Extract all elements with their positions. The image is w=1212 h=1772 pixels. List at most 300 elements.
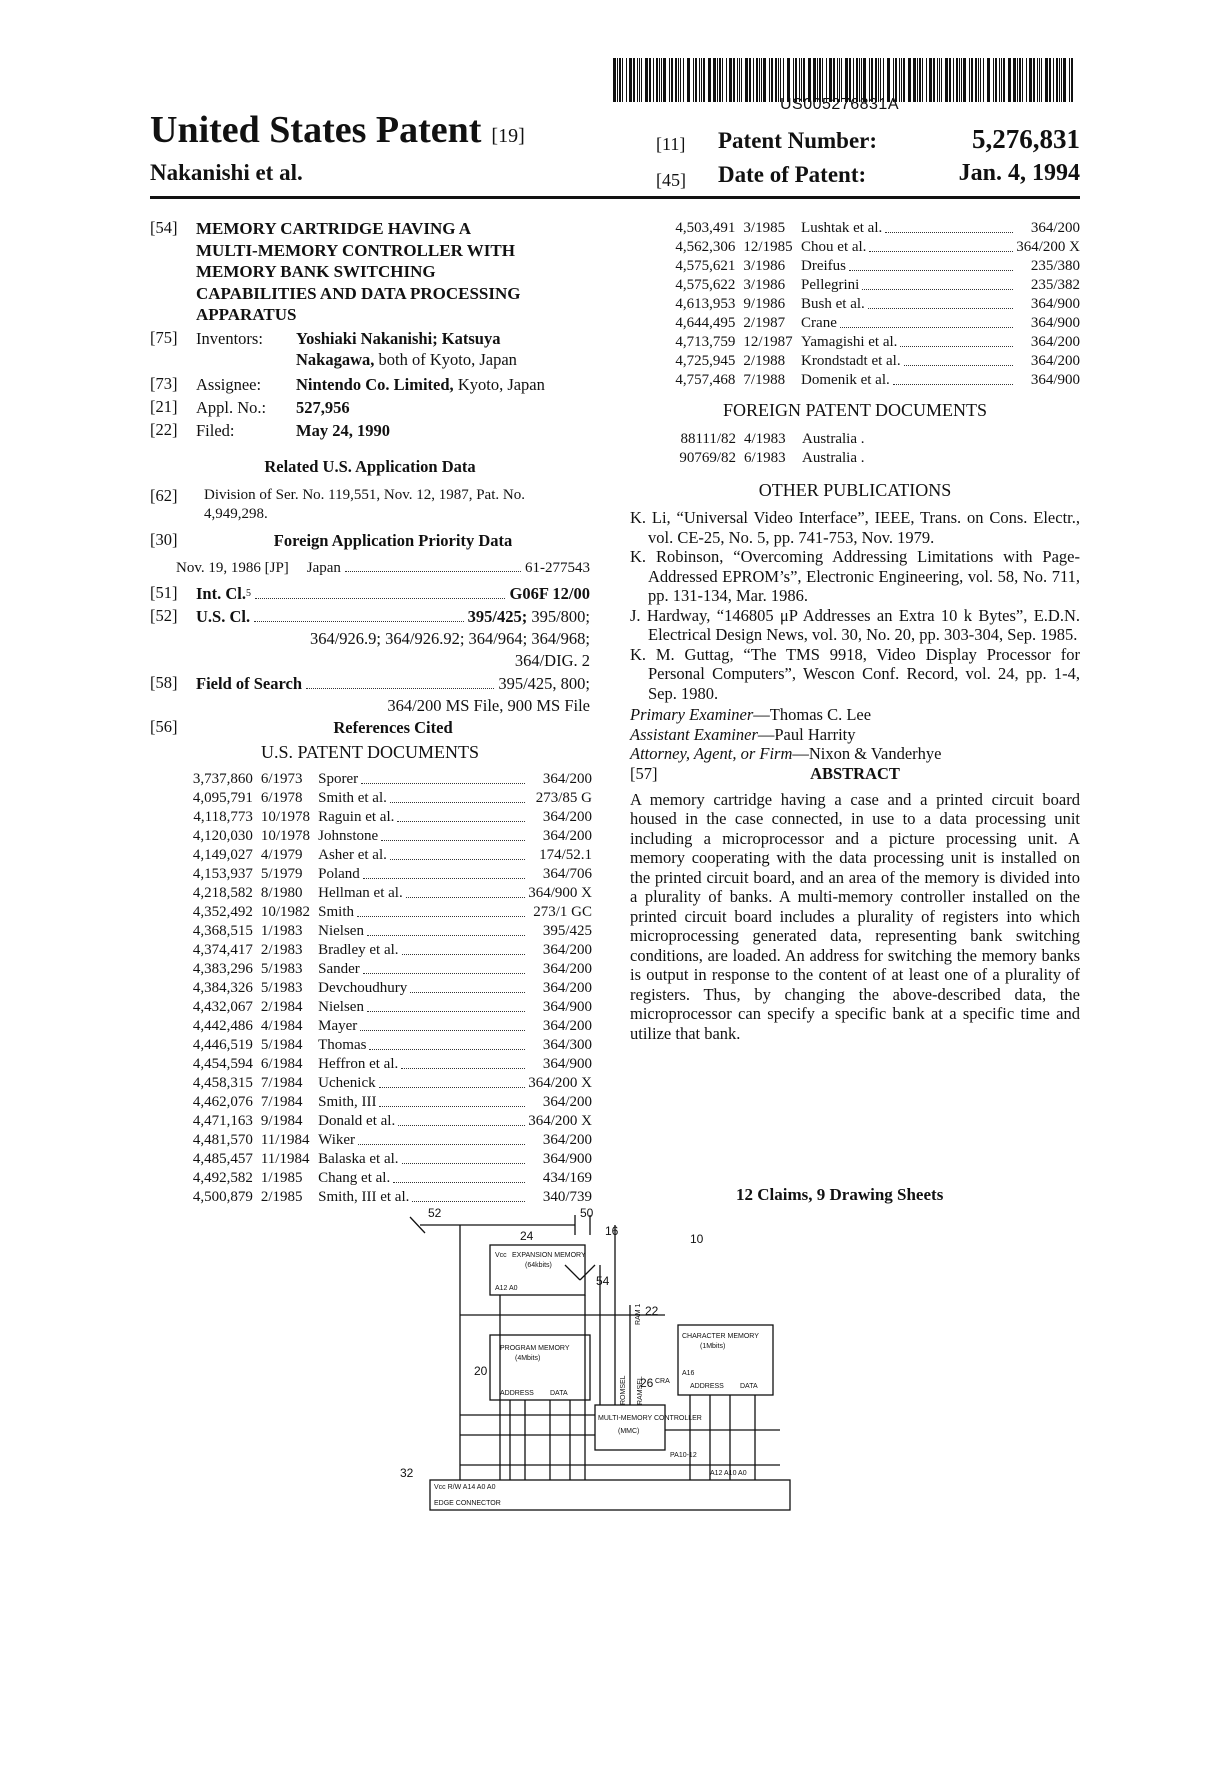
barcode-bar <box>733 58 735 102</box>
reference-name <box>318 1131 528 1150</box>
reference-class: 364/900 <box>542 1056 592 1072</box>
barcode-bar <box>1026 58 1027 102</box>
dot-leader <box>885 219 1013 233</box>
reference-name-text: Thomas <box>318 1037 367 1053</box>
dot-leader <box>401 1055 525 1069</box>
reference-row <box>180 1169 592 1188</box>
abstract-heading-row <box>630 764 1080 786</box>
reference-name-wrap <box>318 808 528 827</box>
reference-num: 4,613,953 <box>675 296 736 312</box>
assignee-label: Assignee: <box>196 375 262 394</box>
attorney <box>630 744 1080 764</box>
dot-leader <box>361 770 525 784</box>
reference-date: 12/1987 <box>743 334 793 350</box>
dot-leader <box>397 808 525 822</box>
reference-name <box>801 295 1016 314</box>
character-memory-label: CHARACTER MEMORY <box>682 1333 759 1340</box>
reference-num: 4,481,570 <box>192 1132 253 1148</box>
division-line1: Division of Ser. No. 119,551, Nov. 12, 1987, Pat. No. <box>204 487 525 503</box>
reference-class: 364/200 X <box>528 1075 592 1091</box>
reference-name-wrap <box>801 276 1016 295</box>
reference-num: 4,458,315 <box>192 1075 253 1091</box>
barcode-bar <box>761 58 762 102</box>
ref-16: 16 <box>605 1224 619 1238</box>
reference-name-text: Krondstadt et al. <box>801 353 901 369</box>
dot-leader <box>402 1150 526 1164</box>
barcode-bar <box>963 58 966 102</box>
reference-date: 3/1986 <box>743 258 786 274</box>
barcode-bar <box>749 58 751 102</box>
reference-num: 4,503,491 <box>675 220 736 236</box>
dot-leader <box>358 1131 525 1145</box>
dot-leader <box>345 560 521 572</box>
dot-leader <box>381 827 525 841</box>
ref-52: 52 <box>428 1206 442 1220</box>
barcode-bar <box>649 58 651 102</box>
reference-name <box>801 352 1016 371</box>
ref-24: 24 <box>520 1229 534 1243</box>
reference-class: 395/425 <box>542 923 592 939</box>
ref-32: 32 <box>400 1466 414 1480</box>
us-cl-line3: 364/DIG. 2 <box>514 651 590 670</box>
barcode-bar <box>975 58 977 102</box>
reference-row <box>180 827 592 846</box>
a12-a10-label: A12 A10 A0 <box>710 1470 747 1477</box>
barcode-bar <box>739 58 740 102</box>
int-cl-row <box>196 583 590 604</box>
reference-name-text: Nielsen <box>318 999 364 1015</box>
patent-number-label: Patent Number: <box>718 128 878 153</box>
us-cl-value-rest: 395/800; <box>527 607 590 626</box>
reference-name <box>318 979 528 998</box>
a16-label: A16 <box>682 1370 695 1377</box>
reference-name <box>318 770 528 789</box>
barcode-bar <box>961 58 962 102</box>
barcode-bar <box>937 58 938 102</box>
reference-date: 4/1983 <box>744 431 786 447</box>
barcode-bar <box>1056 58 1058 102</box>
barcode-bar <box>701 58 702 102</box>
primary-examiner-label: Primary Examiner <box>630 705 754 724</box>
reference-name-text: Lushtak et al. <box>801 220 883 236</box>
reference-name <box>801 257 1016 276</box>
us-cl-value-bold: 395/425; <box>467 607 528 626</box>
reference-num: 4,120,030 <box>192 828 253 844</box>
reference-name-wrap <box>801 295 1016 314</box>
barcode-bar <box>929 58 932 102</box>
reference-name-text: Asher et al. <box>318 847 387 863</box>
reference-name-text: Crane <box>801 315 837 331</box>
abstract-text: A memory cartridge having a case and a printed circuit board housed in the case connected, in use to a data processing unit including a microprocessor and a picture processing unit. A memory cooperating with the data processing unit is installed on the printed circuit board, and an area of the memory is divided into a plurality of banks. A multi-memory controller installed on the printed circuit board includes a plurality of registers into which microprocessing generated data, representing bank switching conditions, are loaded. An address for switching the memory banks is output in response to the content of at least one of a plurality of registers. Thus, by changing the above-described data, the microprocessor can specify a specific bank at a specific time and utilize that bank. <box>630 789 1080 1043</box>
mmc-abbr: (MMC) <box>618 1428 640 1435</box>
invention-title <box>196 218 521 326</box>
reference-class: 364/200 <box>1030 220 1080 236</box>
barcode-bar <box>956 58 958 102</box>
reference-name <box>318 1017 528 1036</box>
reference-name <box>318 903 528 922</box>
reference-name-wrap <box>801 314 1016 333</box>
reference-date: 2/1988 <box>743 353 786 369</box>
reference-date: 6/1973 <box>260 771 303 787</box>
ref-10: 10 <box>690 1232 704 1246</box>
barcode-bar <box>983 58 984 102</box>
reference-name-wrap <box>318 1131 528 1150</box>
reference-name-wrap <box>801 352 1016 371</box>
reference-date: 5/1979 <box>260 866 303 882</box>
barcode-bar <box>903 58 905 102</box>
title-line: MEMORY BANK SWITCHING <box>196 262 436 281</box>
barcode-bar <box>678 58 679 102</box>
assignee <box>296 374 545 395</box>
reference-date: 5/1983 <box>260 980 303 996</box>
ref-20: 20 <box>474 1364 488 1378</box>
reference-row <box>180 884 592 903</box>
assignee-name: Nintendo Co. Limited, <box>296 375 454 394</box>
barcode-bar <box>693 58 694 102</box>
reference-num: 90769/82 <box>679 450 736 466</box>
reference-row <box>662 219 1080 238</box>
reference-row <box>180 1093 592 1112</box>
appl-no: 527,956 <box>296 398 350 417</box>
foreign-references-table <box>662 430 864 468</box>
dot-leader <box>393 1169 525 1183</box>
reference-name-wrap <box>318 1036 528 1055</box>
expansion-size: (64kbits) <box>525 1262 552 1269</box>
barcode-bar <box>1001 58 1002 102</box>
reference-num: 4,725,945 <box>675 353 736 369</box>
barcode-bar <box>717 58 718 102</box>
reference-row <box>662 333 1080 352</box>
barcode-bar <box>737 58 738 102</box>
reference-row <box>662 257 1080 276</box>
reference-row <box>180 1131 592 1150</box>
field-code-57: [57] <box>630 763 658 783</box>
reference-name-text: Raguin et al. <box>318 809 395 825</box>
reference-num: 4,462,076 <box>192 1094 253 1110</box>
barcode-bar <box>1033 58 1035 102</box>
reference-name-wrap <box>318 1074 528 1093</box>
barcode-bar <box>683 58 684 102</box>
reference-country: Australia . <box>802 450 865 466</box>
claims-summary: 12 Claims, 9 Drawing Sheets <box>736 1185 944 1204</box>
priority-row <box>176 560 590 577</box>
division-note <box>204 486 525 524</box>
barcode-bar <box>1037 58 1038 102</box>
dot-leader <box>406 884 526 898</box>
barcode-bar <box>1017 58 1018 102</box>
reference-row <box>180 808 592 827</box>
reference-class: 174/52.1 <box>539 847 592 863</box>
dot-leader <box>254 606 464 622</box>
reference-name-text: Dreifus <box>801 258 847 274</box>
reference-name-text: Mayer <box>318 1018 358 1034</box>
a12-a0-label: A12 A0 <box>495 1285 518 1292</box>
reference-name-text: Smith, III et al. <box>318 1189 410 1205</box>
barcode-bar <box>726 58 727 102</box>
reference-num: 4,442,486 <box>192 1018 253 1034</box>
reference-num: 4,575,621 <box>675 258 736 274</box>
character-address-label: ADDRESS <box>690 1383 724 1390</box>
dot-leader <box>849 257 1013 271</box>
reference-name-text: Chou et al. <box>801 239 867 255</box>
reference-name-wrap <box>318 1112 528 1131</box>
barcode-bar <box>617 58 618 102</box>
reference-class: 364/900 <box>542 1151 592 1167</box>
title-line: MULTI-MEMORY CONTROLLER WITH <box>196 240 515 260</box>
dot-leader <box>367 922 525 936</box>
barcode-bar <box>1063 58 1066 102</box>
reference-name-wrap <box>318 979 528 998</box>
reference-class: 273/1 GC <box>533 904 592 920</box>
program-address-label: ADDRESS <box>500 1390 534 1397</box>
inventors-line2-rest: both of Kyoto, Japan <box>374 350 517 369</box>
barcode-bar <box>656 58 658 102</box>
reference-name-text: Hellman et al. <box>318 885 403 901</box>
date-row <box>656 166 686 192</box>
reference-num: 4,368,515 <box>192 923 253 939</box>
reference-num: 4,384,326 <box>192 980 253 996</box>
date-code: [45] <box>656 170 686 190</box>
publication-item: K. Robinson, “Overcoming Addressing Limitations with Page-Addressed EPROM’s”, Electronic Engineering, vol. 58, No. 711, pp. 131-134, Mar. 1986. <box>630 547 1080 605</box>
inventors-line1: Yoshiaki Nakanishi; Katsuya <box>296 329 501 348</box>
ref-54: 54 <box>596 1274 610 1288</box>
reference-name <box>318 789 528 808</box>
barcode-bar <box>941 58 942 102</box>
barcode-bar <box>641 58 642 102</box>
reference-name-wrap <box>318 1150 528 1169</box>
reference-row <box>662 449 864 468</box>
priority-date: Nov. 19, 1986 [JP] <box>176 560 289 576</box>
barcode-bar <box>756 58 758 102</box>
patent-number-code: [11] <box>656 134 686 154</box>
barcode-bar <box>675 58 677 102</box>
barcode-bar <box>971 58 973 102</box>
ref-26: 26 <box>640 1376 654 1390</box>
barcode-bar <box>713 58 716 102</box>
title-line: CAPABILITIES AND DATA PROCESSING <box>196 283 521 303</box>
primary-examiner <box>630 705 1080 725</box>
reference-row <box>180 865 592 884</box>
barcode-bar <box>778 58 779 102</box>
reference-num: 4,446,519 <box>192 1037 253 1053</box>
barcode-bar <box>775 58 777 102</box>
reference-class: 364/900 <box>1030 296 1080 312</box>
reference-name <box>801 238 1016 257</box>
dot-leader <box>367 998 525 1012</box>
reference-name-wrap <box>318 1055 528 1074</box>
field-code-30: [30] <box>150 530 178 549</box>
other-publications-heading: OTHER PUBLICATIONS <box>758 480 952 500</box>
dot-leader <box>862 276 1013 290</box>
reference-date: 11/1984 <box>260 1151 310 1167</box>
reference-class: 364/300 <box>542 1037 592 1053</box>
patent-number-row <box>656 130 685 156</box>
barcode-bar <box>708 58 711 102</box>
reference-name-text: Balaska et al. <box>318 1151 399 1167</box>
filed-date: May 24, 1990 <box>296 421 390 440</box>
ram1-label: RAM 1 <box>635 1303 642 1325</box>
reference-row <box>662 314 1080 333</box>
barcode-bar <box>663 58 666 102</box>
reference-date: 7/1984 <box>260 1094 303 1110</box>
reference-name-wrap <box>318 922 528 941</box>
reference-num: 88111/82 <box>680 431 736 447</box>
barcode-bar <box>659 58 660 102</box>
barcode-bar <box>622 58 623 102</box>
barcode-bar <box>669 58 670 102</box>
us-cl-line2: 364/926.9; 364/926.92; 364/964; 364/968; <box>309 629 590 648</box>
romsel-label: ROMSEL <box>620 1375 627 1405</box>
barcode-bar <box>699 58 700 102</box>
publications <box>630 508 1080 1043</box>
reference-date: 4/1979 <box>260 847 303 863</box>
reference-date: 10/1978 <box>260 809 311 825</box>
barcode-bar <box>1053 58 1054 102</box>
int-cl-label: Int. Cl. <box>196 584 246 603</box>
reference-name-wrap <box>318 1093 528 1112</box>
publication-item: K. Li, “Universal Video Interface”, IEEE, Trans. on Cons. Electr., vol. CE-25, No. 5, pp. 741-753, Nov. 1979. <box>630 508 1080 547</box>
barcode-bar <box>645 58 648 102</box>
program-size: (4Mbits) <box>515 1355 541 1362</box>
field-code-51: [51] <box>150 583 178 602</box>
reference-row <box>662 430 864 449</box>
dot-leader <box>869 238 1013 252</box>
field-code-56: [56] <box>150 717 178 736</box>
us-docs-heading: U.S. PATENT DOCUMENTS <box>260 742 480 762</box>
reference-name-text: Smith et al. <box>318 790 387 806</box>
document-title <box>150 108 525 152</box>
reference-name <box>318 1112 528 1131</box>
reference-num: 4,471,163 <box>192 1113 253 1129</box>
reference-name-text: Nielsen <box>318 923 364 939</box>
assistant-examiner-name: —Paul Harrity <box>757 724 856 744</box>
reference-name-text: Sander <box>318 961 360 977</box>
reference-date: 2/1987 <box>743 315 786 331</box>
reference-date: 6/1983 <box>744 450 786 466</box>
patent-id: US005276831A <box>780 96 899 113</box>
reference-num: 4,218,582 <box>192 885 253 901</box>
reference-name-wrap <box>801 333 1016 352</box>
field-code-22: [22] <box>150 420 178 439</box>
reference-class: 364/200 <box>542 771 592 787</box>
reference-num: 4,153,937 <box>192 866 253 882</box>
reference-num: 4,352,492 <box>192 904 253 920</box>
barcode-bar <box>722 58 723 102</box>
barcode-bar <box>1049 58 1051 102</box>
reference-name <box>318 1055 528 1074</box>
dot-leader <box>402 941 526 955</box>
barcode-bar <box>745 58 748 102</box>
reference-date: 5/1983 <box>260 961 303 977</box>
reference-name <box>318 865 528 884</box>
field-of-search-line2: 364/200 MS File, 900 MS File <box>387 696 590 715</box>
reference-date: 4/1984 <box>260 1018 303 1034</box>
barcode-bar <box>993 58 994 102</box>
reference-num: 4,118,773 <box>193 809 253 825</box>
reference-class: 364/200 <box>1030 353 1080 369</box>
reference-name-wrap <box>318 1169 528 1188</box>
patent-date: Jan. 4, 1994 <box>958 160 1080 186</box>
attorney-label: Attorney, Agent, or Firm <box>630 744 793 763</box>
reference-num: 4,383,296 <box>192 961 253 977</box>
reference-date: 2/1984 <box>260 999 303 1015</box>
barcode-bar <box>949 58 951 102</box>
barcode-bar <box>695 58 697 102</box>
abstract-heading: ABSTRACT <box>810 763 900 783</box>
reference-name <box>318 941 528 960</box>
barcode-bar <box>959 58 960 102</box>
reference-class: 434/169 <box>542 1170 592 1186</box>
reference-class: 364/200 <box>542 1094 592 1110</box>
barcode-bar <box>908 58 911 102</box>
reference-date: 3/1986 <box>743 277 786 293</box>
barcode-bar <box>703 58 705 102</box>
reference-date: 3/1985 <box>743 220 786 236</box>
field-code-54: [54] <box>150 218 178 237</box>
barcode-bar <box>633 58 635 102</box>
reference-name-wrap <box>318 1017 528 1036</box>
reference-country: Australia . <box>802 431 865 447</box>
dot-leader <box>893 371 1013 385</box>
dot-leader <box>306 673 494 689</box>
dot-leader <box>904 352 1014 366</box>
reference-date: 6/1978 <box>260 790 303 806</box>
reference-class: 364/200 <box>542 1132 592 1148</box>
us-references-continued-body <box>662 219 1080 390</box>
reference-name <box>318 998 528 1017</box>
barcode-bar <box>637 58 638 102</box>
reference-name-wrap <box>318 865 528 884</box>
barcode-bar <box>913 58 916 102</box>
filed-label: Filed: <box>196 421 235 440</box>
barcode-bar <box>771 58 773 102</box>
reference-date: 1/1985 <box>260 1170 303 1186</box>
reference-name-wrap <box>801 371 1016 390</box>
division-line2: 4,949,298. <box>204 506 268 522</box>
reference-name-text: Domenik et al. <box>801 372 890 388</box>
related-heading: Related U.S. Application Data <box>264 457 476 476</box>
reference-name <box>801 314 1016 333</box>
barcode-bar <box>980 58 981 102</box>
reference-num: 4,562,306 <box>675 239 736 255</box>
assignee-rest: Kyoto, Japan <box>453 375 545 394</box>
field-of-search-label: Field of Search <box>196 674 303 693</box>
barcode-bar <box>1039 58 1040 102</box>
barcode-bar <box>926 58 927 102</box>
barcode-bar <box>1059 58 1060 102</box>
barcode-bar <box>1008 58 1011 102</box>
barcode-bar <box>1071 58 1073 102</box>
barcode-bar <box>687 58 690 102</box>
reference-row <box>180 1036 592 1055</box>
reference-date: 8/1980 <box>260 885 303 901</box>
title-line: APPARATUS <box>196 305 297 324</box>
ref-50: 50 <box>580 1206 594 1220</box>
publication-item: K. M. Guttag, “The TMS 9918, Video Display Processor for Personal Computers”, Wescon Conf. Record, vol. 24, pp. 1-4, Sep. 1980. <box>630 644 1080 703</box>
reference-name-text: Devchoudhury <box>318 980 408 996</box>
field-code-62: [62] <box>150 486 178 505</box>
barcode-bar <box>1029 58 1032 102</box>
title-text: United States Patent <box>150 109 482 151</box>
reference-class: 364/200 <box>542 942 592 958</box>
field-of-search-row <box>196 673 590 694</box>
reference-name-text: Pellegrini <box>801 277 860 293</box>
reference-num: 4,095,791 <box>192 790 253 806</box>
reference-date: 11/1984 <box>260 1132 310 1148</box>
reference-num: 4,485,457 <box>192 1151 253 1167</box>
dot-leader <box>412 1188 525 1202</box>
barcode-bar <box>978 58 979 102</box>
